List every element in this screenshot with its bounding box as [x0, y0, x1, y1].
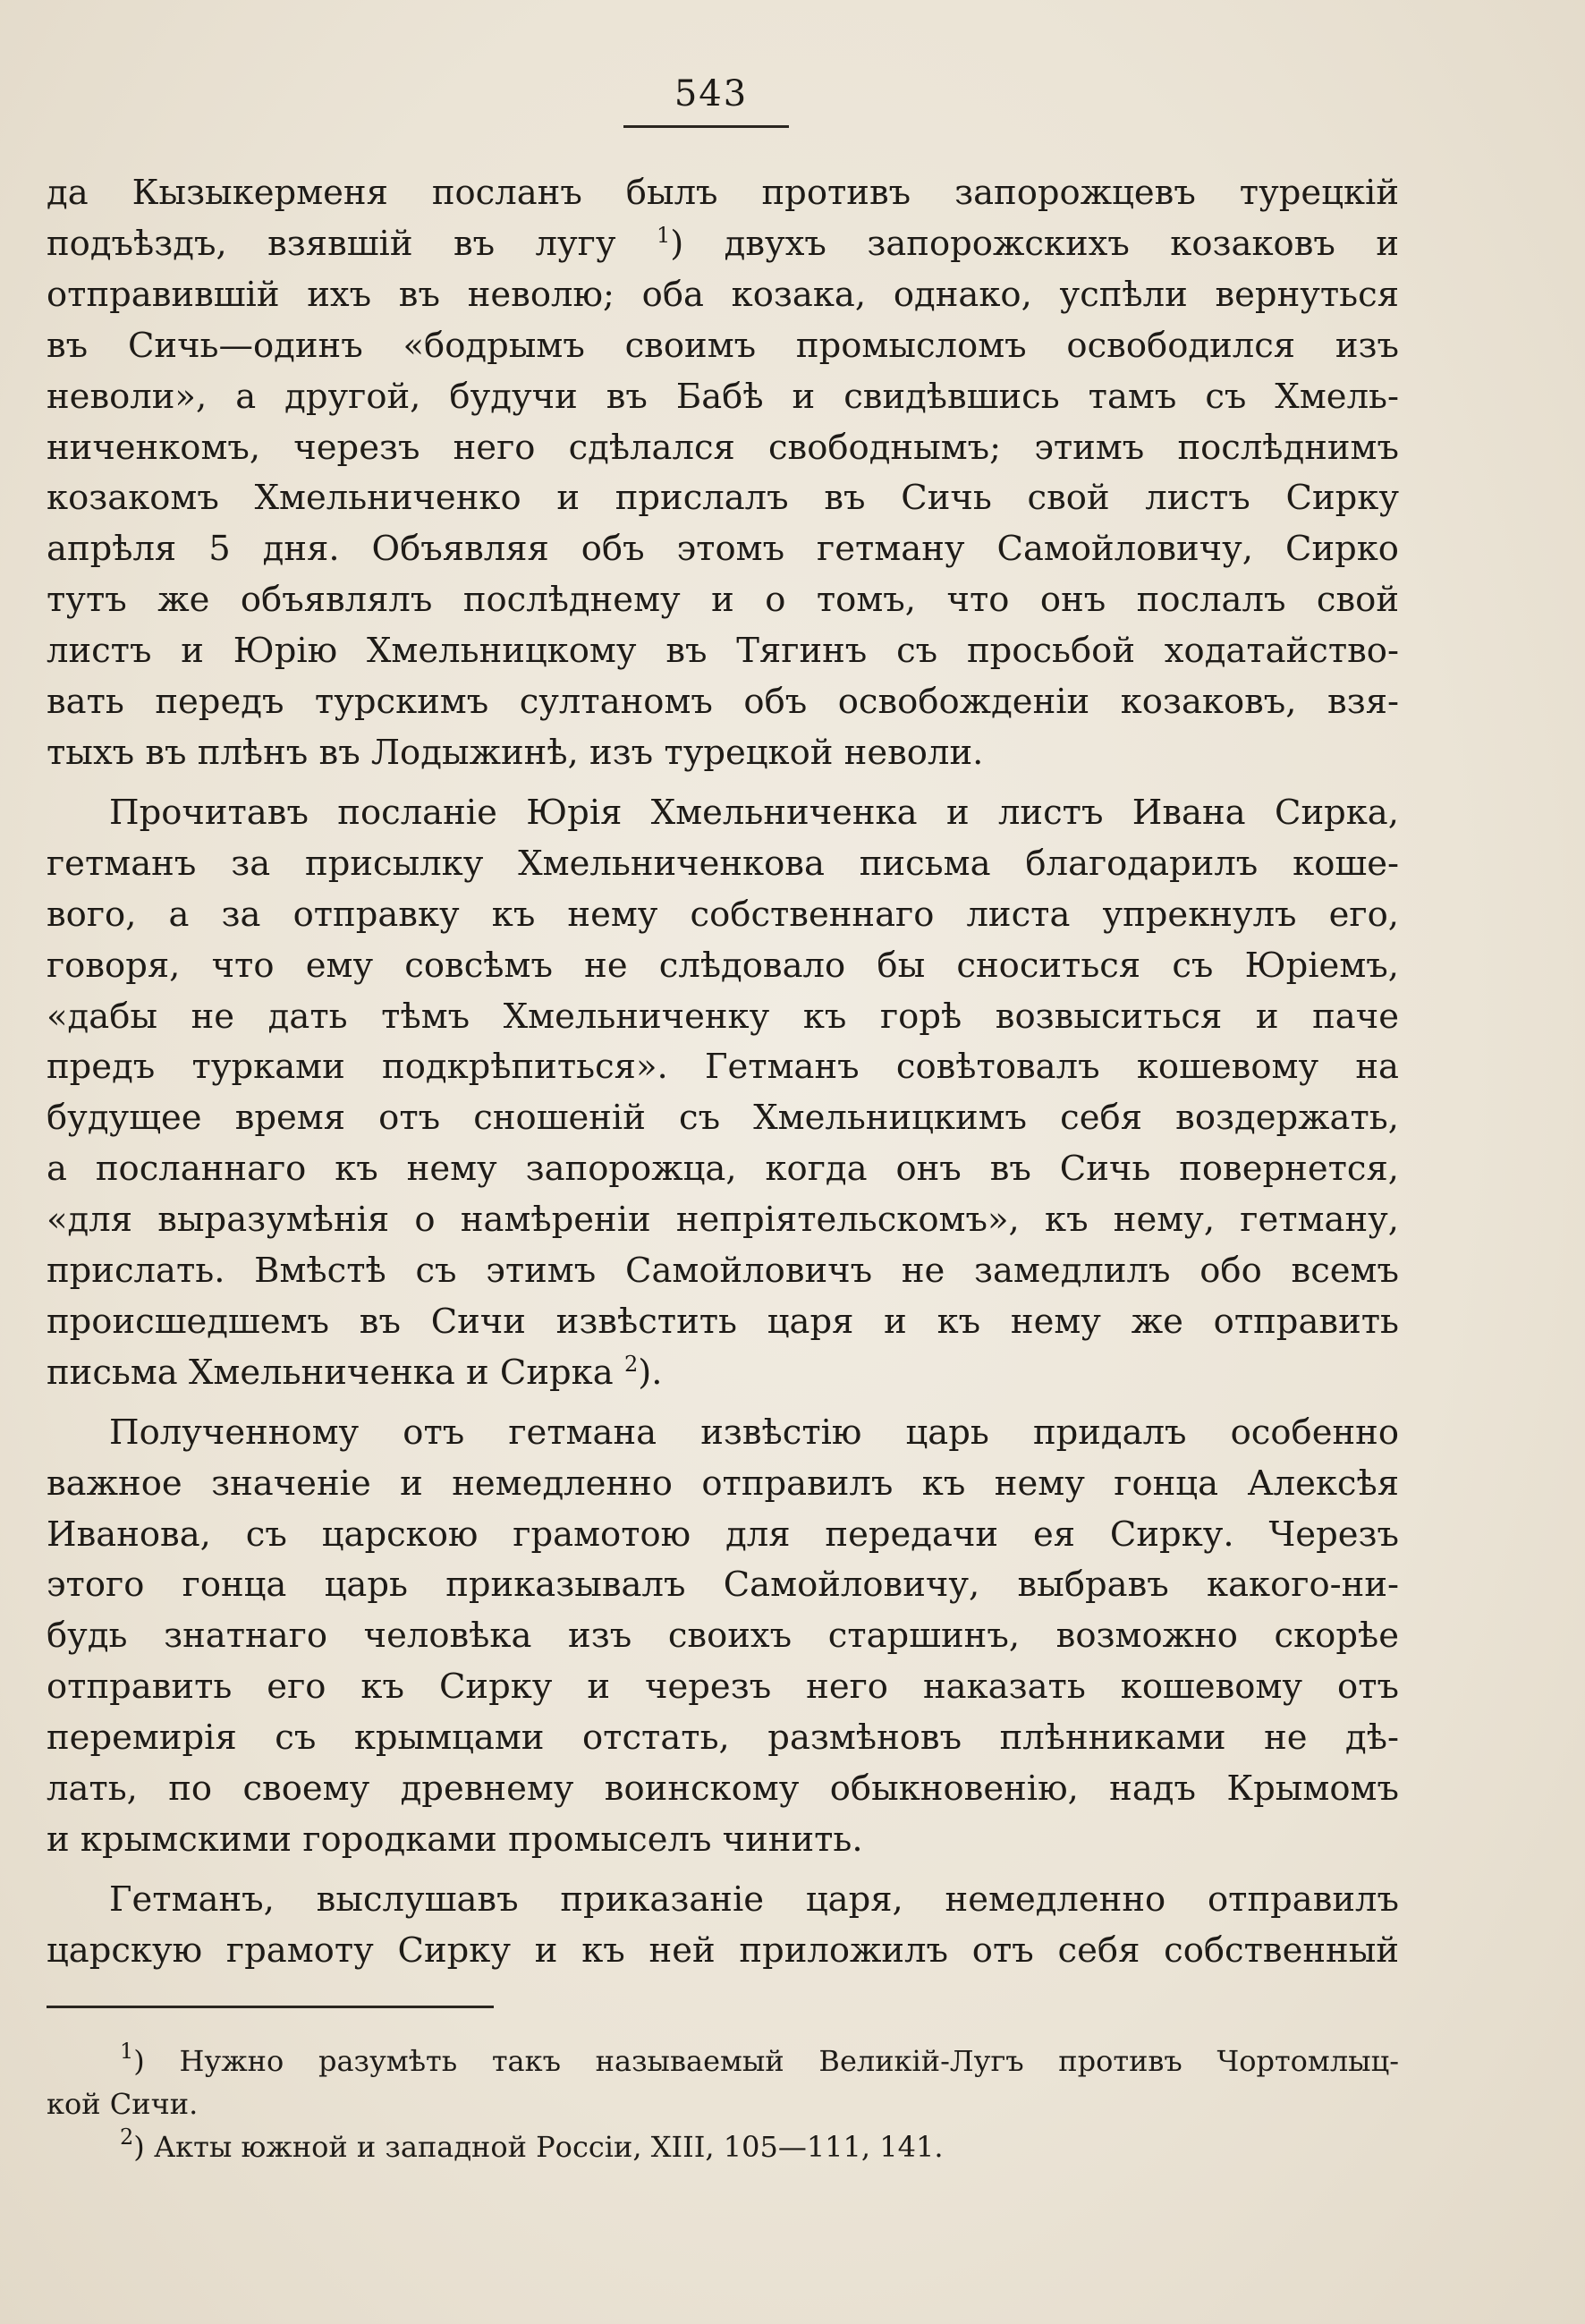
text-fragment: Нужно разумѣть такъ называемый Великій-Лугъ противъ Чортомлыц- [179, 2044, 1400, 2078]
footnote-2 [47, 2125, 1399, 2168]
text-line: «дабы не дать тѣмъ Хмельниченку къ горѣ возвыситься и паче [47, 996, 1399, 1037]
footnote-line: кой Сичи. [47, 2087, 199, 2121]
text-line [47, 1348, 1399, 1399]
text-line: этого гонца царь приказывалъ Самойловичу, выбравъ какого-ни- [47, 1565, 1399, 1606]
text-line: Полученному отъ гетмана извѣстію царь придалъ особенно [109, 1412, 1399, 1453]
page-number-rule [623, 125, 789, 128]
text-line: будущее время отъ сношеній съ Хмельницкимъ себя воздержать, [47, 1098, 1399, 1139]
text-line: говоря, что ему совсѣмъ не слѣдовало бы сноситься съ Юріемъ, [47, 945, 1399, 986]
text-fragment: ) двухъ запорожскихъ козаковъ и [670, 223, 1399, 264]
text-fragment: подъѣздъ, взявшій въ лугу [47, 223, 616, 264]
footnote-mark: $^2$) [120, 2125, 145, 2164]
text-line: Иванова, съ царскою грамотою для передачи ея Сирку. Черезъ [47, 1514, 1399, 1555]
footnote-line [47, 2125, 1399, 2168]
text-line: важное значеніе и немедленно отправилъ къ нему гонца Алексѣя [47, 1463, 1399, 1504]
text-line: и крымскими городками промыселъ чинить. [47, 1819, 863, 1860]
footnote-line [47, 2040, 1399, 2082]
text-line: вать передъ турскимъ султаномъ объ освобожденіи козаковъ, взя- [47, 682, 1399, 723]
text-line: происшедшемъ въ Сичи извѣстить царя и къ нему же отправить [47, 1301, 1399, 1342]
text-line: листъ и Юрію Хмельницкому въ Тягинъ съ просьбой ходатайство- [47, 631, 1399, 672]
page-number: 543 [674, 73, 749, 115]
text-line: ниченкомъ, черезъ него сдѣлался свободнымъ; этимъ послѣднимъ [47, 427, 1399, 468]
text-line: царскую грамоту Сирку и къ ней приложилъ отъ себя собственный [47, 1930, 1399, 1971]
text-line: апрѣля 5 дня. Объявляя объ этомъ гетману Самойловичу, Сирко [47, 529, 1399, 570]
text-line: прислать. Вмѣстѣ съ этимъ Самойловичъ не замедлилъ обо всемъ [47, 1251, 1399, 1292]
text-fragment: письма Хмельниченка и Сирка [47, 1352, 614, 1393]
text-line: перемирія съ крымцами отстать, размѣновъ плѣнниками не дѣ- [47, 1718, 1399, 1759]
footnote-ref-1: 1 [656, 222, 671, 248]
text-line: тутъ же объявлялъ послѣднему и о томъ, что онъ послалъ свой [47, 580, 1399, 621]
text-line: отправить его къ Сирку и черезъ него наказать кошевому отъ [47, 1667, 1399, 1708]
body-text [47, 168, 1399, 1977]
text-line: а посланнаго къ нему запорожца, когда онъ въ Сичь повернется, [47, 1149, 1399, 1190]
text-line: въ Сичь—одинъ «бодрымъ своимъ промысломъ освободился изъ [47, 325, 1399, 366]
text-line: да Кызыкерменя посланъ былъ противъ запорожцевъ турецкій [47, 173, 1399, 213]
footnote-rule [47, 2006, 494, 2008]
paragraph-2 [47, 788, 1399, 1399]
text-line: предъ турками подкрѣпиться». Гетманъ совѣтовалъ кошевому на [47, 1047, 1399, 1088]
footnote-mark: $^1$) [120, 2039, 145, 2078]
text-fragment: Акты южной и западной Россіи, XIII, 105—111, 141. [153, 2130, 944, 2164]
text-line: козакомъ Хмельниченко и прислалъ въ Сичь свой листъ Сирку [47, 478, 1399, 519]
text-line: гетманъ за присылку Хмельниченкова письма благодарилъ коше- [47, 843, 1399, 884]
text-line: вого, а за отправку къ нему собственнаго листа упрекнулъ его, [47, 894, 1399, 935]
footnote-1 [47, 2040, 1399, 2125]
text-line [47, 219, 1399, 270]
footnote-ref-2: 2 [623, 1351, 639, 1377]
footnotes [47, 2040, 1399, 2168]
text-line: будь знатнаго человѣка изъ своихъ старшинъ, возможно скорѣе [47, 1616, 1399, 1657]
footnote-number: 1 [120, 2039, 134, 2064]
text-line: Гетманъ, выслушавъ приказаніе царя, немедленно отправилъ [109, 1879, 1399, 1920]
text-line: Прочитавъ посланіе Юрія Хмельниченка и листъ Ивана Сирка, [109, 792, 1399, 833]
text-line: отправившій ихъ въ неволю; оба козака, однако, успѣли вернуться [47, 274, 1399, 315]
text-line: «для выразумѣнія о намѣреніи непріятельскомъ», къ нему, гетману, [47, 1200, 1399, 1241]
paragraph-1 [47, 168, 1399, 779]
text-line: тыхъ въ плѣнъ въ Лодыжинѣ, изъ турецкой неволи. [47, 732, 984, 773]
paragraph-4 [47, 1875, 1399, 1977]
text-line: неволи», а другой, будучи въ Бабѣ и свидѣвшись тамъ съ Хмель- [47, 376, 1399, 417]
text-fragment: ). [638, 1352, 663, 1393]
footnote-number: 2 [120, 2125, 134, 2150]
text-line: лать, по своему древнему воинскому обыкновенію, надъ Крымомъ [47, 1768, 1399, 1810]
paragraph-3 [47, 1408, 1399, 1866]
